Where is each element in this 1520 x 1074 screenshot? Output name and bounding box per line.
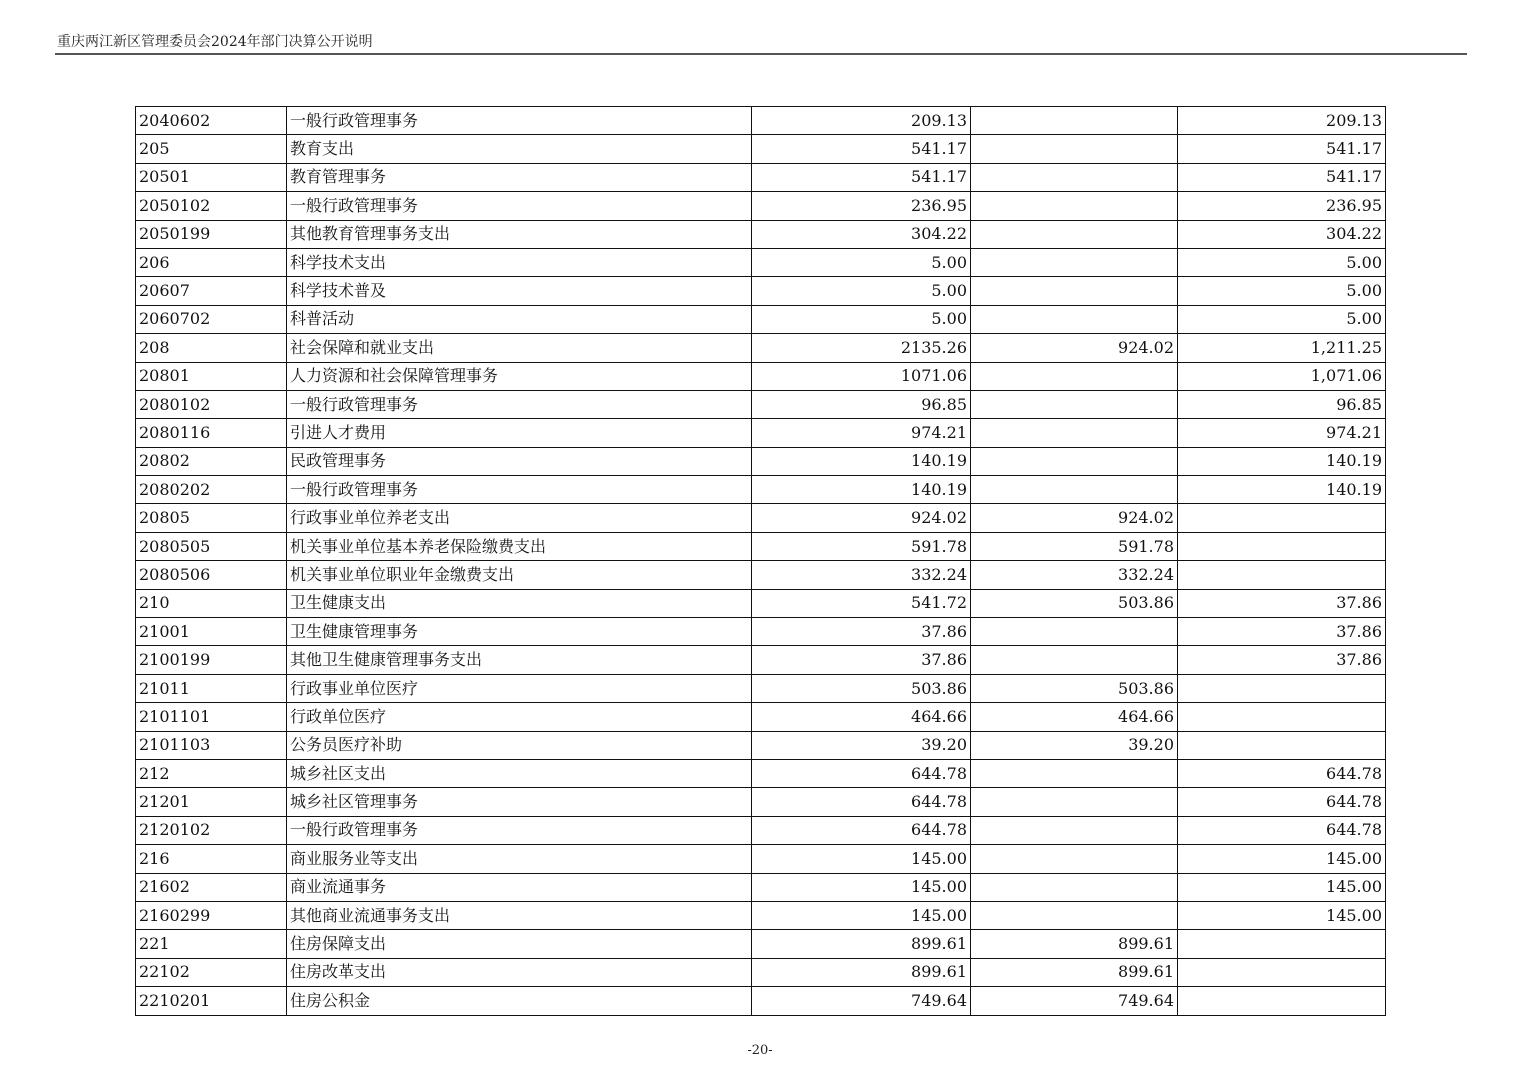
item-name-cell: 社会保障和就业支出 <box>287 334 752 362</box>
total-amount-cell: 37.86 <box>752 646 971 674</box>
item-name-cell: 行政事业单位养老支出 <box>287 504 752 532</box>
table-row <box>136 135 1386 163</box>
table-row <box>136 248 1386 276</box>
total-amount-cell: 924.02 <box>752 504 971 532</box>
item-name-cell: 其他教育管理事务支出 <box>287 220 752 248</box>
project-expenditure-cell <box>1178 958 1386 986</box>
item-name-cell: 商业流通事务 <box>287 873 752 901</box>
project-expenditure-cell: 236.95 <box>1178 192 1386 220</box>
basic-expenditure-cell <box>971 816 1178 844</box>
classification-code-cell: 2101103 <box>136 731 287 759</box>
total-amount-cell: 209.13 <box>752 107 971 135</box>
basic-expenditure-cell: 332.24 <box>971 561 1178 589</box>
total-amount-cell: 5.00 <box>752 277 971 305</box>
classification-code-cell: 20802 <box>136 447 287 475</box>
classification-code-cell: 206 <box>136 248 287 276</box>
total-amount-cell: 5.00 <box>752 248 971 276</box>
item-name-cell: 一般行政管理事务 <box>287 192 752 220</box>
project-expenditure-cell <box>1178 674 1386 702</box>
table-row <box>136 561 1386 589</box>
classification-code-cell: 216 <box>136 845 287 873</box>
item-name-cell: 行政事业单位医疗 <box>287 674 752 702</box>
classification-code-cell: 2060702 <box>136 305 287 333</box>
table-row <box>136 646 1386 674</box>
classification-code-cell: 21001 <box>136 618 287 646</box>
basic-expenditure-cell: 924.02 <box>971 334 1178 362</box>
table-row <box>136 504 1386 532</box>
item-name-cell: 人力资源和社会保障管理事务 <box>287 362 752 390</box>
table-row <box>136 305 1386 333</box>
project-expenditure-cell: 304.22 <box>1178 220 1386 248</box>
item-name-cell: 一般行政管理事务 <box>287 476 752 504</box>
table-row <box>136 589 1386 617</box>
project-expenditure-cell <box>1178 561 1386 589</box>
basic-expenditure-cell: 464.66 <box>971 703 1178 731</box>
classification-code-cell: 2210201 <box>136 987 287 1015</box>
total-amount-cell: 39.20 <box>752 731 971 759</box>
classification-code-cell: 21602 <box>136 873 287 901</box>
classification-code-cell: 22102 <box>136 958 287 986</box>
project-expenditure-cell: 644.78 <box>1178 759 1386 787</box>
project-expenditure-cell: 541.17 <box>1178 135 1386 163</box>
classification-code-cell: 20501 <box>136 163 287 191</box>
basic-expenditure-cell: 591.78 <box>971 532 1178 560</box>
item-name-cell: 科学技术支出 <box>287 248 752 276</box>
header-divider <box>55 53 1467 55</box>
item-name-cell: 引进人才费用 <box>287 419 752 447</box>
basic-expenditure-cell <box>971 277 1178 305</box>
classification-code-cell: 2080505 <box>136 532 287 560</box>
basic-expenditure-cell: 503.86 <box>971 674 1178 702</box>
total-amount-cell: 541.17 <box>752 135 971 163</box>
total-amount-cell: 145.00 <box>752 901 971 929</box>
basic-expenditure-cell <box>971 873 1178 901</box>
total-amount-cell: 140.19 <box>752 476 971 504</box>
basic-expenditure-cell <box>971 618 1178 646</box>
item-name-cell: 行政单位医疗 <box>287 703 752 731</box>
project-expenditure-cell: 644.78 <box>1178 788 1386 816</box>
project-expenditure-cell: 5.00 <box>1178 248 1386 276</box>
total-amount-cell: 644.78 <box>752 816 971 844</box>
table-row <box>136 334 1386 362</box>
total-amount-cell: 749.64 <box>752 987 971 1015</box>
basic-expenditure-cell <box>971 362 1178 390</box>
table-row <box>136 220 1386 248</box>
table-row <box>136 618 1386 646</box>
table-row <box>136 873 1386 901</box>
table-row <box>136 476 1386 504</box>
classification-code-cell: 20805 <box>136 504 287 532</box>
classification-code-cell: 2080202 <box>136 476 287 504</box>
basic-expenditure-cell: 503.86 <box>971 589 1178 617</box>
basic-expenditure-cell <box>971 390 1178 418</box>
table-row <box>136 788 1386 816</box>
project-expenditure-cell <box>1178 703 1386 731</box>
item-name-cell: 教育管理事务 <box>287 163 752 191</box>
classification-code-cell: 20607 <box>136 277 287 305</box>
table-row <box>136 674 1386 702</box>
classification-code-cell: 2080506 <box>136 561 287 589</box>
table-row <box>136 532 1386 560</box>
project-expenditure-cell: 145.00 <box>1178 845 1386 873</box>
item-name-cell: 公务员医疗补助 <box>287 731 752 759</box>
item-name-cell: 科学技术普及 <box>287 277 752 305</box>
total-amount-cell: 899.61 <box>752 958 971 986</box>
total-amount-cell: 236.95 <box>752 192 971 220</box>
item-name-cell: 商业服务业等支出 <box>287 845 752 873</box>
total-amount-cell: 541.72 <box>752 589 971 617</box>
project-expenditure-cell: 974.21 <box>1178 419 1386 447</box>
total-amount-cell: 140.19 <box>752 447 971 475</box>
basic-expenditure-cell: 39.20 <box>971 731 1178 759</box>
total-amount-cell: 464.66 <box>752 703 971 731</box>
total-amount-cell: 591.78 <box>752 532 971 560</box>
table-row <box>136 703 1386 731</box>
item-name-cell: 机关事业单位职业年金缴费支出 <box>287 561 752 589</box>
item-name-cell: 一般行政管理事务 <box>287 107 752 135</box>
classification-code-cell: 2050199 <box>136 220 287 248</box>
table-row <box>136 419 1386 447</box>
total-amount-cell: 145.00 <box>752 845 971 873</box>
classification-code-cell: 20801 <box>136 362 287 390</box>
expenditure-table-body <box>136 107 1386 1016</box>
table-row <box>136 901 1386 929</box>
table-row <box>136 987 1386 1015</box>
project-expenditure-cell: 5.00 <box>1178 277 1386 305</box>
table-row <box>136 845 1386 873</box>
project-expenditure-cell: 209.13 <box>1178 107 1386 135</box>
project-expenditure-cell <box>1178 504 1386 532</box>
table-row <box>136 731 1386 759</box>
classification-code-cell: 2101101 <box>136 703 287 731</box>
total-amount-cell: 304.22 <box>752 220 971 248</box>
classification-code-cell: 21201 <box>136 788 287 816</box>
classification-code-cell: 21011 <box>136 674 287 702</box>
classification-code-cell: 2120102 <box>136 816 287 844</box>
table-row <box>136 759 1386 787</box>
basic-expenditure-cell <box>971 305 1178 333</box>
project-expenditure-cell <box>1178 532 1386 560</box>
item-name-cell: 住房保障支出 <box>287 930 752 958</box>
total-amount-cell: 5.00 <box>752 305 971 333</box>
project-expenditure-cell: 140.19 <box>1178 476 1386 504</box>
table-row <box>136 362 1386 390</box>
table-row <box>136 163 1386 191</box>
total-amount-cell: 503.86 <box>752 674 971 702</box>
item-name-cell: 其他卫生健康管理事务支出 <box>287 646 752 674</box>
expenditure-table <box>135 106 1386 1016</box>
classification-code-cell: 2080102 <box>136 390 287 418</box>
classification-code-cell: 2050102 <box>136 192 287 220</box>
item-name-cell: 一般行政管理事务 <box>287 390 752 418</box>
item-name-cell: 科普活动 <box>287 305 752 333</box>
project-expenditure-cell: 145.00 <box>1178 901 1386 929</box>
table-row <box>136 958 1386 986</box>
total-amount-cell: 332.24 <box>752 561 971 589</box>
total-amount-cell: 899.61 <box>752 930 971 958</box>
basic-expenditure-cell <box>971 135 1178 163</box>
page-number: -20- <box>747 1043 773 1058</box>
item-name-cell: 机关事业单位基本养老保险缴费支出 <box>287 532 752 560</box>
item-name-cell: 卫生健康支出 <box>287 589 752 617</box>
table-row <box>136 107 1386 135</box>
project-expenditure-cell: 37.86 <box>1178 589 1386 617</box>
basic-expenditure-cell <box>971 107 1178 135</box>
project-expenditure-cell <box>1178 731 1386 759</box>
total-amount-cell: 2135.26 <box>752 334 971 362</box>
project-expenditure-cell: 37.86 <box>1178 646 1386 674</box>
item-name-cell: 一般行政管理事务 <box>287 816 752 844</box>
basic-expenditure-cell <box>971 419 1178 447</box>
item-name-cell: 城乡社区管理事务 <box>287 788 752 816</box>
project-expenditure-cell: 644.78 <box>1178 816 1386 844</box>
table-row <box>136 930 1386 958</box>
item-name-cell: 城乡社区支出 <box>287 759 752 787</box>
project-expenditure-cell <box>1178 987 1386 1015</box>
basic-expenditure-cell <box>971 788 1178 816</box>
basic-expenditure-cell <box>971 476 1178 504</box>
basic-expenditure-cell <box>971 220 1178 248</box>
classification-code-cell: 221 <box>136 930 287 958</box>
basic-expenditure-cell <box>971 646 1178 674</box>
basic-expenditure-cell: 899.61 <box>971 958 1178 986</box>
document-header-title: 重庆两江新区管理委员会2024年部门决算公开说明 <box>57 34 373 50</box>
table-row <box>136 277 1386 305</box>
basic-expenditure-cell <box>971 901 1178 929</box>
item-name-cell: 住房公积金 <box>287 987 752 1015</box>
table-row <box>136 390 1386 418</box>
item-name-cell: 住房改革支出 <box>287 958 752 986</box>
classification-code-cell: 208 <box>136 334 287 362</box>
project-expenditure-cell: 96.85 <box>1178 390 1386 418</box>
item-name-cell: 卫生健康管理事务 <box>287 618 752 646</box>
total-amount-cell: 1071.06 <box>752 362 971 390</box>
classification-code-cell: 2080116 <box>136 419 287 447</box>
basic-expenditure-cell: 749.64 <box>971 987 1178 1015</box>
project-expenditure-cell <box>1178 930 1386 958</box>
total-amount-cell: 145.00 <box>752 873 971 901</box>
total-amount-cell: 644.78 <box>752 788 971 816</box>
table-row <box>136 447 1386 475</box>
project-expenditure-cell: 37.86 <box>1178 618 1386 646</box>
classification-code-cell: 2160299 <box>136 901 287 929</box>
project-expenditure-cell: 145.00 <box>1178 873 1386 901</box>
project-expenditure-cell: 1,211.25 <box>1178 334 1386 362</box>
total-amount-cell: 37.86 <box>752 618 971 646</box>
basic-expenditure-cell: 899.61 <box>971 930 1178 958</box>
basic-expenditure-cell <box>971 447 1178 475</box>
basic-expenditure-cell <box>971 845 1178 873</box>
total-amount-cell: 974.21 <box>752 419 971 447</box>
basic-expenditure-cell <box>971 163 1178 191</box>
classification-code-cell: 205 <box>136 135 287 163</box>
project-expenditure-cell: 1,071.06 <box>1178 362 1386 390</box>
table-row <box>136 192 1386 220</box>
classification-code-cell: 210 <box>136 589 287 617</box>
item-name-cell: 民政管理事务 <box>287 447 752 475</box>
classification-code-cell: 212 <box>136 759 287 787</box>
project-expenditure-cell: 541.17 <box>1178 163 1386 191</box>
total-amount-cell: 644.78 <box>752 759 971 787</box>
item-name-cell: 其他商业流通事务支出 <box>287 901 752 929</box>
total-amount-cell: 541.17 <box>752 163 971 191</box>
basic-expenditure-cell <box>971 248 1178 276</box>
basic-expenditure-cell: 924.02 <box>971 504 1178 532</box>
classification-code-cell: 2040602 <box>136 107 287 135</box>
total-amount-cell: 96.85 <box>752 390 971 418</box>
item-name-cell: 教育支出 <box>287 135 752 163</box>
basic-expenditure-cell <box>971 759 1178 787</box>
table-row <box>136 816 1386 844</box>
basic-expenditure-cell <box>971 192 1178 220</box>
project-expenditure-cell: 140.19 <box>1178 447 1386 475</box>
classification-code-cell: 2100199 <box>136 646 287 674</box>
project-expenditure-cell: 5.00 <box>1178 305 1386 333</box>
